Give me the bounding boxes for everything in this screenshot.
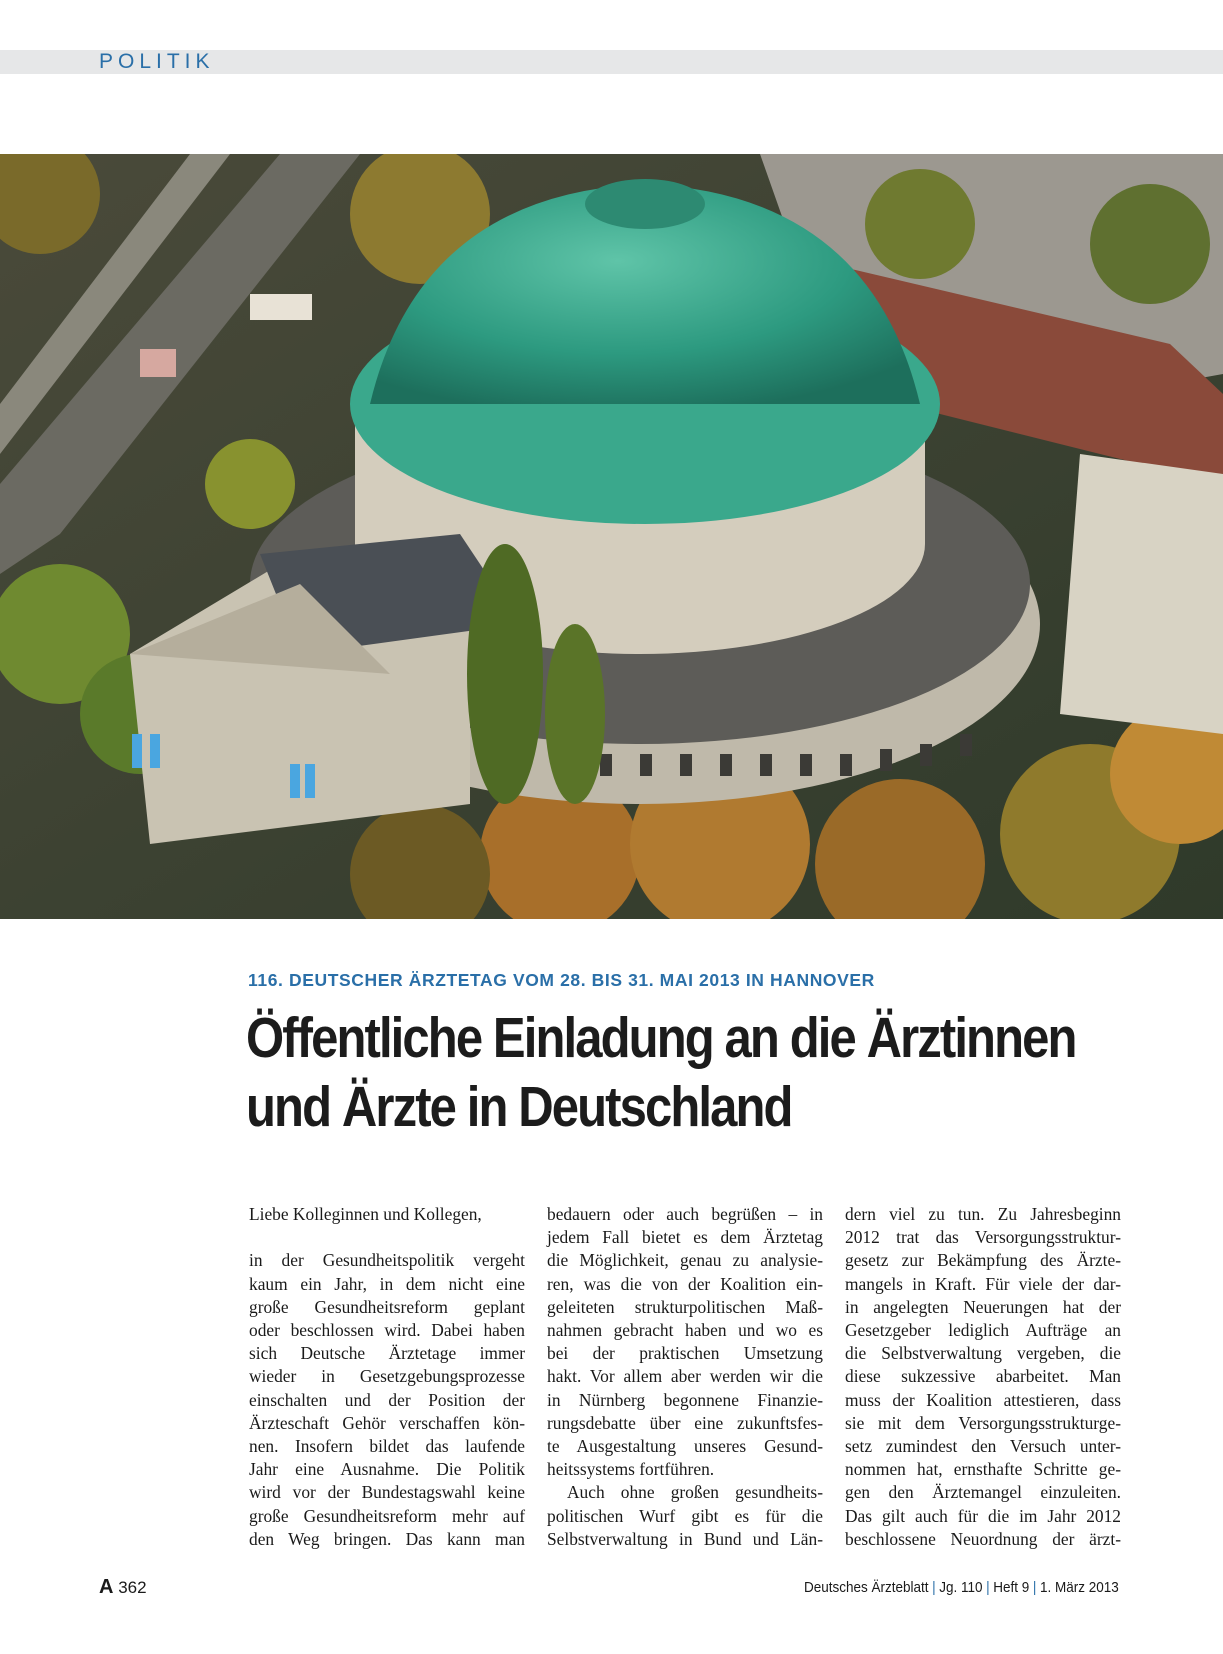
text-line: nommen hat, ernsthafte Schritte ge-	[845, 1459, 1121, 1480]
text-line: sie mit dem Versorgungsstrukturge-	[845, 1412, 1121, 1433]
headline-line-2: und Ärzte in Deutschland	[246, 1075, 792, 1139]
text-line: wieder in Gesetzgebungsprozesse	[249, 1366, 525, 1387]
text-line: mangels in Kraft. Für viele der dar-	[845, 1273, 1121, 1294]
text-line: politischen Wurf gibt es für die	[547, 1505, 823, 1526]
page-number-value: 362	[118, 1578, 147, 1597]
text-line: in der Gesundheitspolitik vergeht	[249, 1250, 525, 1271]
hero-photo	[0, 154, 1223, 919]
text-line: einschalten und der Position der	[249, 1389, 525, 1410]
text-line: bedauern oder auch begrüßen – in	[547, 1204, 823, 1224]
text-column-1	[249, 1203, 525, 1551]
page-prefix: A	[99, 1576, 114, 1598]
text-line: setz zumindest den Versuch unter-	[845, 1436, 1121, 1457]
text-line: dern viel zu tun. Zu Jahresbeginn	[845, 1204, 1121, 1224]
text-line: geleiteten strukturpolitischen Maß-	[547, 1296, 823, 1317]
page-number	[99, 1576, 147, 1599]
text-line: die Selbstverwaltung vergeben, die	[845, 1343, 1121, 1364]
text-line: heitssystems fortführen.	[547, 1459, 715, 1480]
paragraph-gap	[249, 1226, 525, 1249]
footer-separator: |	[986, 1579, 990, 1596]
journal-name: Deutsches Ärzteblatt	[804, 1579, 929, 1596]
text-line: ren, was die von der Koalition ein-	[547, 1273, 823, 1294]
text-column-3	[845, 1203, 1121, 1551]
text-line: sich Deutsche Ärztetage immer	[249, 1343, 525, 1364]
journal-issue: Heft 9	[993, 1579, 1030, 1596]
text-line: die Möglichkeit, genau zu analysie-	[547, 1250, 823, 1271]
text-line: rungsdebatte über eine zukunftsfes-	[547, 1412, 823, 1433]
headline-line-1: Öffentliche Einladung an die Ärztinnen	[246, 1006, 1076, 1070]
article-kicker: 116. DEUTSCHER ÄRZTETAG VOM 28. BIS 31. MAI 2013 IN HANNOVER	[248, 970, 875, 990]
text-column-2	[547, 1203, 823, 1551]
section-label: POLITIK	[99, 50, 215, 73]
journal-date: 1. März 2013	[1040, 1579, 1119, 1596]
text-line: bei der praktischen Umsetzung	[547, 1343, 823, 1364]
text-line: wird vor der Bundestagswahl keine	[249, 1482, 525, 1503]
text-line: gesetz zur Bekämpfung des Ärzte-	[845, 1250, 1121, 1271]
text-line: in angelegten Neuerungen hat der	[845, 1296, 1121, 1317]
text-line: Auch ohne großen gesundheits-	[567, 1482, 823, 1503]
text-line: muss der Koalition attestieren, dass	[845, 1389, 1121, 1410]
journal-volume: Jg. 110	[939, 1579, 983, 1596]
hero-photo-illustration	[0, 154, 1223, 919]
text-line: in Nürnberg begonnene Finanzie-	[547, 1389, 823, 1410]
text-line: Das gilt auch für die im Jahr 2012	[845, 1505, 1121, 1526]
text-line: große Gesundheitsreform mehr auf	[249, 1505, 525, 1526]
text-line: diese sukzessive abarbeitet. Man	[845, 1366, 1121, 1387]
footer-separator: |	[932, 1579, 936, 1596]
text-line: kaum ein Jahr, in dem nicht eine	[249, 1273, 525, 1294]
text-line: gen den Ärztemangel einzuleiten.	[845, 1482, 1121, 1503]
salutation: Liebe Kolleginnen und Kollegen,	[249, 1204, 482, 1224]
text-line: nahmen gebracht haben und wo es	[547, 1320, 823, 1341]
text-line: den Weg bringen. Das kann man	[249, 1528, 525, 1549]
text-line: nen. Insofern bildet das laufende	[249, 1436, 525, 1457]
text-line: beschlossene Neuordnung der ärzt-	[845, 1528, 1121, 1549]
text-line: jedem Fall bietet es dem Ärztetag	[547, 1227, 823, 1248]
article-headline	[246, 1004, 1076, 1142]
text-line: te Ausgestaltung unseres Gesund-	[547, 1436, 823, 1457]
text-line: Selbstverwaltung in Bund und Län-	[547, 1528, 823, 1549]
footer-separator: |	[1033, 1579, 1037, 1596]
text-line: Ärzteschaft Gehör verschaffen kön-	[249, 1412, 525, 1433]
text-line: große Gesundheitsreform geplant	[249, 1296, 525, 1317]
journal-footer	[804, 1579, 1119, 1596]
text-line: oder beschlossen wird. Dabei haben	[249, 1320, 525, 1340]
text-line: hakt. Vor allem aber werden wir die	[547, 1366, 823, 1387]
text-line: 2012 trat das Versorgungsstruktur-	[845, 1227, 1121, 1248]
text-line: Gesetzgeber lediglich Aufträge an	[845, 1320, 1121, 1341]
text-line: Jahr eine Ausnahme. Die Politik	[249, 1459, 525, 1480]
